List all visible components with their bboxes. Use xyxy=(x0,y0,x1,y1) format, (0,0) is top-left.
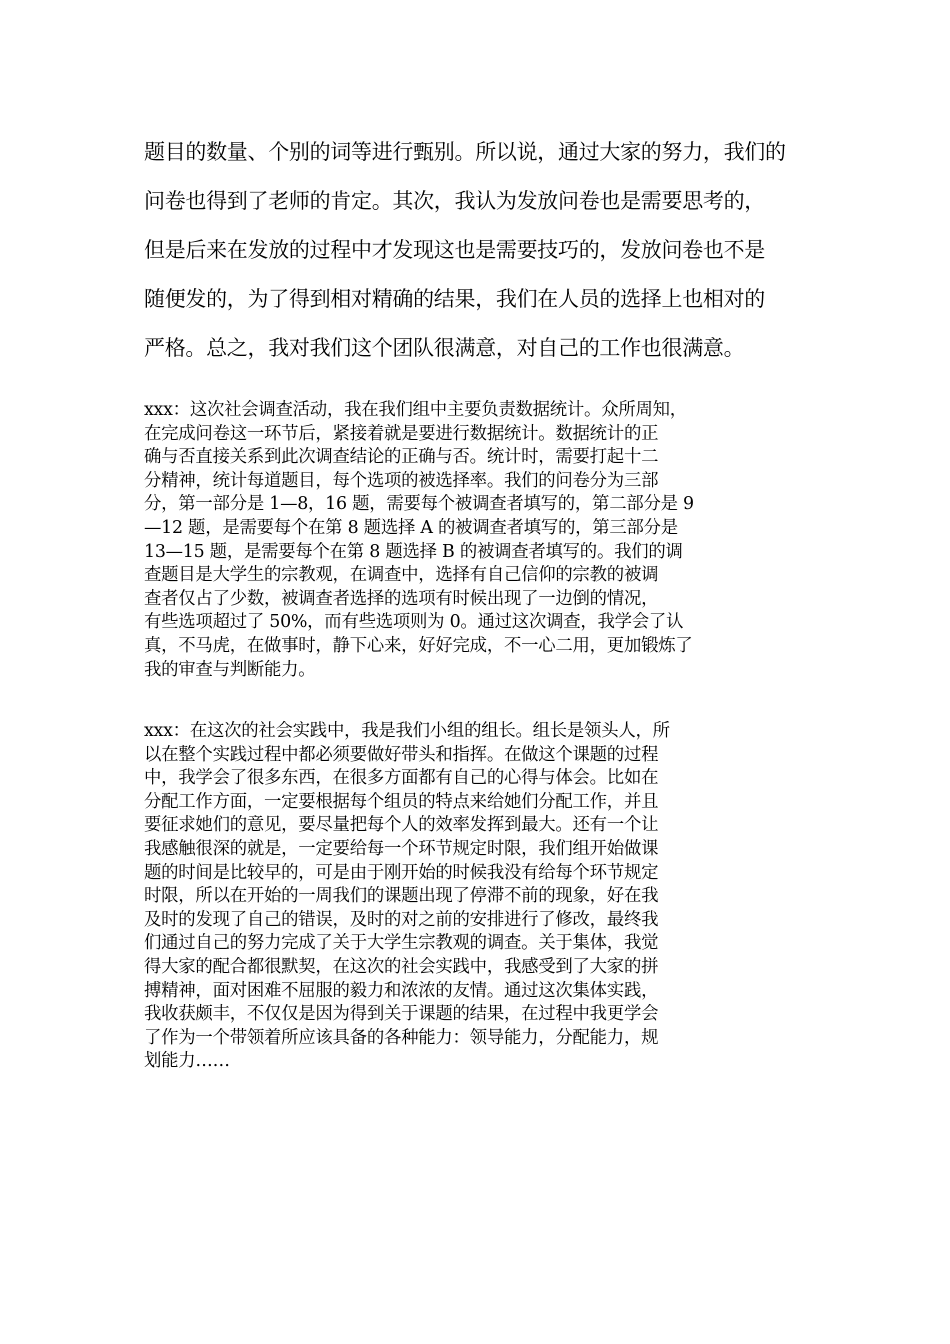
text-line: 划能力…… xyxy=(144,1051,230,1072)
text-line: xxx：这次社会调查活动，我在我们组中主要负责数据统计。众所周知， xyxy=(144,400,687,420)
text-line: 随便发的，为了得到相对精确的结果，我们在人员的选择上也相对的 xyxy=(144,287,765,311)
text-line: 了作为一个带领着所应该具备的各种能力：领导能力，分配能力，规 xyxy=(144,1027,659,1048)
text-line: 查题目是大学生的宗教观，在调查中，选择有自己信仰的宗教的被调 xyxy=(144,565,659,586)
text-line: 题的时间是比较早的，可是由于刚开始的时候我没有给每个环节规定 xyxy=(144,862,659,883)
text-line: xxx：在这次的社会实践中，我是我们小组的组长。组长是领头人，所 xyxy=(144,721,670,741)
statistics-paragraph xyxy=(144,399,812,682)
text-line: 有些选项超过了 50%，而有些选项则为 0。通过这次调查，我学会了认 xyxy=(144,612,684,633)
text-line: 题目的数量、个别的词等进行甄别。所以说，通过大家的努力，我们的 xyxy=(144,140,786,164)
text-line: 及时的发现了自己的错误，及时的对之前的安排进行了修改，最终我 xyxy=(144,909,659,930)
text-line: 真，不马虎，在做事时，静下心来，好好完成，不一心二用，更加锻炼了 xyxy=(144,635,693,656)
text-line: 分精神，统计每道题目，每个选项的被选择率。我们的问卷分为三部 xyxy=(144,470,659,491)
text-line: 我的审查与判断能力。 xyxy=(144,659,316,680)
text-line: 得大家的配合都很默契，在这次的社会实践中，我感受到了大家的拼 xyxy=(144,956,659,977)
text-line: 问卷也得到了老师的肯定。其次，我认为发放问卷也是需要思考的， xyxy=(144,189,765,213)
text-line: 以在整个实践过程中都必须要做好带头和指挥。在做这个课题的过程 xyxy=(144,744,659,765)
group-leader-paragraph xyxy=(144,720,812,1074)
text-line: 查者仅占了少数，被调查者选择的选项有时候出现了一边倒的情况， xyxy=(144,588,659,609)
text-line: 严格。总之，我对我们这个团队很满意，对自己的工作也很满意。 xyxy=(144,336,745,360)
text-line: 在完成问卷这一环节后，紧接着就是要进行数据统计。数据统计的正 xyxy=(144,423,659,444)
text-line: 13—15 题，是需要每个在第 8 题选择 B 的被调查者填写的。我们的调 xyxy=(144,541,683,562)
intro-paragraph xyxy=(144,128,812,373)
text-line: 分，第一部分是 1—8，16 题，需要每个被调查者填写的，第二部分是 9 xyxy=(144,494,694,515)
text-line: 时限，所以在开始的一周我们的课题出现了停滞不前的现象，好在我 xyxy=(144,886,659,907)
text-line: 中，我学会了很多东西，在很多方面都有自己的心得与体会。比如在 xyxy=(144,768,659,789)
text-line: 们通过自己的努力完成了关于大学生宗教观的调查。关于集体，我觉 xyxy=(144,933,659,954)
text-line: 确与否直接关系到此次调查结论的正确与否。统计时，需要打起十二 xyxy=(144,447,659,468)
text-line: 要征求她们的意见，要尽量把每个人的效率发挥到最大。还有一个让 xyxy=(144,815,659,836)
text-line: —12 题，是需要每个在第 8 题选择 A 的被调查者填写的，第三部分是 xyxy=(144,517,678,538)
text-line: 我感触很深的就是，一定要给每一个环节规定时限，我们组开始做课 xyxy=(144,838,659,859)
text-line: 分配工作方面，一定要根据每个组员的特点来给她们分配工作，并且 xyxy=(144,791,659,812)
text-line: 但是后来在发放的过程中才发现这也是需要技巧的，发放问卷也不是 xyxy=(144,238,765,262)
text-line: 我收获颇丰，不仅仅是因为得到关于课题的结果，在过程中我更学会 xyxy=(144,1004,659,1025)
text-line: 搏精神，面对困难不屈服的毅力和浓浓的友情。通过这次集体实践， xyxy=(144,980,659,1001)
